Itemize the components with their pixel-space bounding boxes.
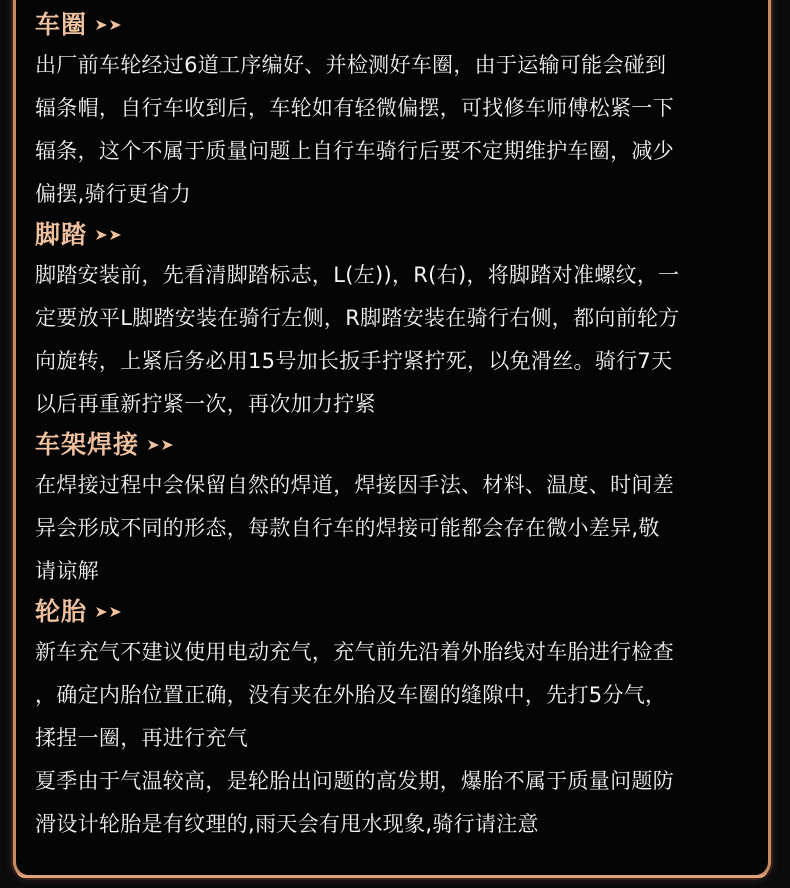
section-body [35,254,765,426]
body-line: 出厂前车轮经过6道工序编好、并检测好车圈，由于运输可能会碰到 [35,53,667,77]
body-line: 脚踏安装前，先看清脚踏标志，L(左))，R(右)，将脚踏对准螺纹，一 [35,263,680,287]
double-arrow-right-icon [95,606,122,618]
body-line: 请谅解 [35,559,99,583]
body-line: 定要放平L脚踏安装在骑行左侧，R脚踏安装在骑行右侧，都向前轮方 [35,306,680,330]
section-title: 车架焊接 [35,430,140,459]
instructions-content [35,6,765,846]
body-line: ，确定内胎位置正确，没有夹在外胎及车圈的缝隙中，先打5分气， [35,683,667,707]
section-title: 轮胎 [35,597,88,626]
body-line: 向旋转，上紧后务必用15号加长扳手拧紧拧死，以免滑丝。骑行7天 [35,349,673,373]
body-line: 揉捏一圈，再进行充气 [35,726,248,750]
section-heading [35,216,765,254]
section-heading [35,6,765,44]
section-body [35,44,765,216]
section-title: 脚踏 [35,220,88,249]
section-title: 车圈 [35,10,88,39]
double-arrow-right-icon [147,439,174,451]
body-line: 以后再重新拧紧一次，再次加力拧紧 [35,392,376,416]
section-body [35,631,765,846]
section-rim [35,6,765,216]
body-line: 夏季由于气温较高，是轮胎出问题的高发期，爆胎不属于质量问题防 [35,769,674,793]
section-body [35,464,765,593]
section-heading [35,426,765,464]
section-pedal [35,216,765,426]
body-line: 在焊接过程中会保留自然的焊道，焊接因手法、材料、温度、时间差 [35,473,674,497]
section-heading [35,593,765,631]
section-tire [35,593,765,846]
body-line: 新车充气不建议使用电动充气，充气前先沿着外胎线对车胎进行检查 [35,640,674,664]
section-frame-welding [35,426,765,593]
body-line: 辐条，这个不属于质量问题上自行车骑行后要不定期维护车圈，减少 [35,139,674,163]
double-arrow-right-icon [95,19,122,31]
body-line: 异会形成不同的形态，每款自行车的焊接可能都会存在微小差异,敬 [35,516,660,540]
body-line: 偏摆,骑行更省力 [35,182,192,206]
double-arrow-right-icon [95,229,122,241]
body-line: 滑设计轮胎是有纹理的,雨天会有甩水现象,骑行请注意 [35,812,539,836]
body-line: 辐条帽，自行车收到后，车轮如有轻微偏摆，可找修车师傅松紧一下 [35,96,674,120]
